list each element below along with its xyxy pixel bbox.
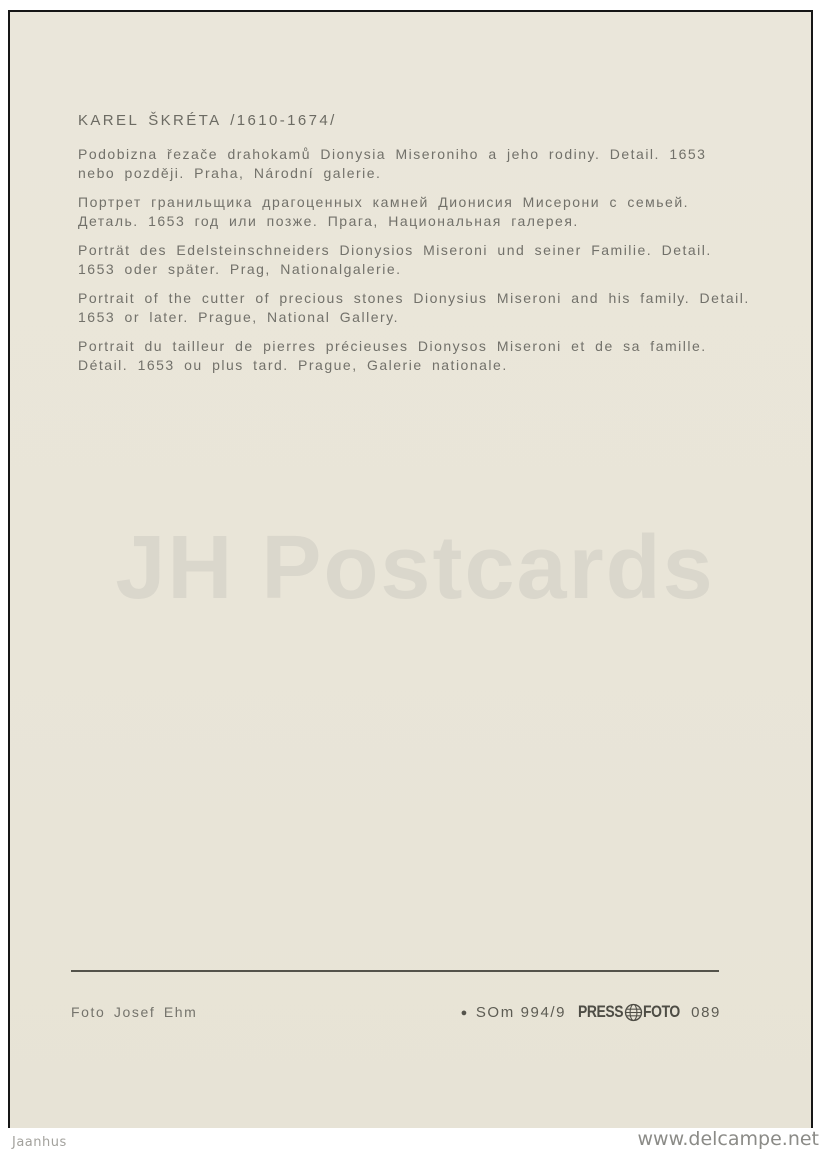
watermark-text: JH Postcards [115,518,715,618]
publisher-imprint [461,1002,721,1022]
footer-divider [71,970,719,972]
bottom-strip [0,1128,821,1152]
caption-french: Portrait du tailleur de pierres précieuses Dionysos Miseroni et de sa famille. Détail. 1653 ou plus tard. Prague, Galerie nationale. [78,338,707,373]
caption-block [78,112,752,385]
series-number: SOm 994/9 [475,1003,567,1021]
pressfoto-logo [573,1002,684,1022]
bullet-icon: ● [460,1006,469,1019]
site-watermark: www.delcampe.net [637,1128,819,1150]
caption-english: Portrait of the cutter of precious stones Dionysius Miseroni and his family. Detail. 1653 or later. Prague, National Gallery. [78,290,750,325]
caption-russian: Портрет гранильщика драгоценных камней Дионисия Мисерони с семьей. Деталь. 1653 год или позже. Прага, Национальная галерея. [78,194,690,229]
seller-watermark: Jaanhus [12,1135,67,1150]
caption-german: Porträt des Edelsteinschneiders Dionysios Miseroni und seiner Familie. Detail. 1653 oder später. Prag, Nationalgalerie. [78,242,712,277]
postcard-back [8,10,813,1130]
caption-czech: Podobizna řezače drahokamů Dionysia Miseroniho a jeho rodiny. Detail. 1653 nebo později. Praha, Národní galerie. [78,146,707,181]
artist-heading: KAREL ŠKRÉTA /1610-1674/ [78,112,337,129]
pressfoto-foto-text: FOTO [643,1002,681,1021]
globe-icon [624,1003,643,1022]
footer-row [71,1002,721,1022]
pressfoto-press-text: PRESS [578,1002,624,1021]
edition-number: 089 [691,1003,721,1021]
photographer-credit: Foto Josef Ehm [71,1004,198,1020]
